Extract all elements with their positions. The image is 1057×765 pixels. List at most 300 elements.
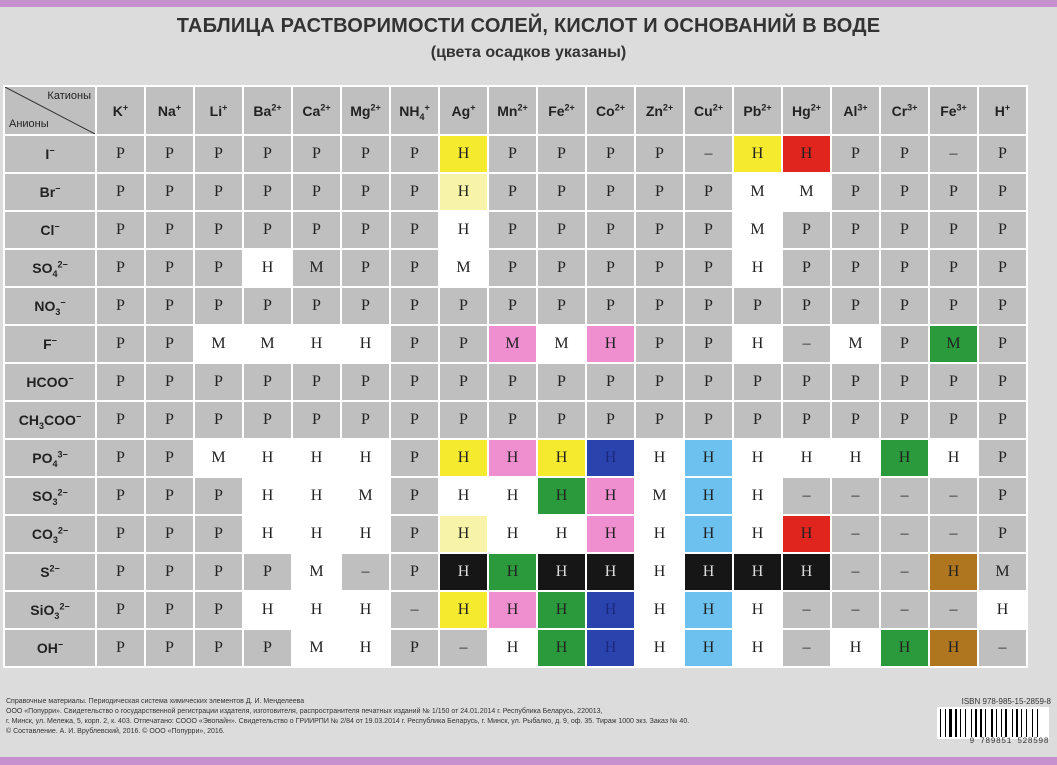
solubility-cell: Н xyxy=(635,515,684,553)
solubility-cell: – xyxy=(978,629,1027,667)
solubility-cell: М xyxy=(537,325,586,363)
solubility-cell: Р xyxy=(243,135,292,173)
solubility-cell: Р xyxy=(194,211,243,249)
anion-header xyxy=(4,135,96,173)
solubility-cell: Р xyxy=(292,135,341,173)
ion-symbol: Pb xyxy=(743,102,762,119)
solubility-cell: Н xyxy=(782,135,831,173)
solubility-cell: Н xyxy=(537,477,586,515)
solubility-cell: Р xyxy=(537,211,586,249)
solubility-cell: Н xyxy=(586,477,635,515)
barcode-bar xyxy=(942,709,944,737)
solubility-cell: Р xyxy=(488,249,537,287)
solubility-cell: Н xyxy=(586,515,635,553)
solubility-cell: – xyxy=(929,135,978,173)
solubility-cell: Р xyxy=(537,401,586,439)
solubility-cell: Р xyxy=(145,439,194,477)
solubility-cell: Р xyxy=(292,211,341,249)
ion-charge: − xyxy=(51,335,57,346)
barcode-bar xyxy=(987,709,990,737)
solubility-cell: – xyxy=(684,135,733,173)
anion-label xyxy=(31,525,69,545)
solubility-cell: Р xyxy=(341,363,390,401)
solubility-cell: Н xyxy=(439,515,488,553)
solubility-cell: Н xyxy=(684,629,733,667)
corner-cell xyxy=(4,86,96,135)
solubility-cell: Н xyxy=(635,591,684,629)
cation-label xyxy=(350,103,380,119)
barcode-bar xyxy=(973,709,974,737)
solubility-cell: Р xyxy=(684,173,733,211)
solubility-cell: Р xyxy=(880,135,929,173)
solubility-cell: М xyxy=(243,325,292,363)
solubility-cell: Р xyxy=(292,173,341,211)
solubility-cell: Р xyxy=(831,249,880,287)
solubility-cell: Р xyxy=(145,325,194,363)
ion-charge: 3+ xyxy=(956,101,967,112)
anion-header xyxy=(4,515,96,553)
ion-symbol: SO xyxy=(32,488,53,504)
barcode-bar xyxy=(965,709,966,737)
ion-charge: + xyxy=(222,101,228,112)
cation-header xyxy=(978,86,1027,135)
ion-charge: 2+ xyxy=(271,101,282,112)
solubility-cell: М xyxy=(292,249,341,287)
solubility-cell: Р xyxy=(488,401,537,439)
anion-label xyxy=(26,374,73,390)
solubility-cell: Р xyxy=(635,173,684,211)
ion-charge: − xyxy=(75,411,82,422)
ion-symbol: NH xyxy=(399,102,420,119)
solubility-cell: Р xyxy=(96,211,145,249)
solubility-cell: Н xyxy=(537,591,586,629)
cation-label xyxy=(158,103,181,119)
table-row xyxy=(4,477,1027,515)
solubility-cell: Р xyxy=(586,287,635,325)
cation-label xyxy=(892,103,918,119)
table-row xyxy=(4,629,1027,667)
anion-label xyxy=(37,640,63,656)
anion-label xyxy=(40,184,61,200)
barcode-bar xyxy=(1028,709,1031,737)
solubility-cell: Р xyxy=(684,211,733,249)
barcode-bar xyxy=(1034,709,1036,737)
ion-symbol: Ba xyxy=(253,102,272,119)
solubility-cell: Р xyxy=(537,173,586,211)
ion-charge: + xyxy=(1004,101,1011,112)
barcode-bar xyxy=(998,709,1000,737)
solubility-cell: Н xyxy=(733,629,782,667)
barcode-bar xyxy=(1026,709,1027,737)
cation-label xyxy=(253,103,281,119)
table-row xyxy=(4,363,1027,401)
solubility-cell: Н xyxy=(488,591,537,629)
solubility-cell: Н xyxy=(929,439,978,477)
ion-charge: − xyxy=(68,373,74,384)
solubility-cell: Р xyxy=(782,249,831,287)
cation-label xyxy=(210,103,228,119)
ion-symbol: Fe xyxy=(940,102,957,119)
solubility-cell: – xyxy=(831,591,880,629)
solubility-cell: Н xyxy=(635,553,684,591)
solubility-cell: Р xyxy=(488,173,537,211)
solubility-cell: Р xyxy=(390,135,439,173)
solubility-cell: Р xyxy=(96,477,145,515)
cation-header xyxy=(586,86,635,135)
barcode-bar xyxy=(940,709,941,737)
cation-header xyxy=(782,86,831,135)
solubility-cell: Н xyxy=(831,629,880,667)
ion-subscript: 3 xyxy=(52,496,58,507)
anion-label xyxy=(18,411,82,431)
solubility-cell: Р xyxy=(782,401,831,439)
solubility-cell: Р xyxy=(929,211,978,249)
solubility-cell: Н xyxy=(292,477,341,515)
barcode-bar xyxy=(994,709,995,737)
solubility-cell: Н xyxy=(586,629,635,667)
ion-subscript: 3 xyxy=(55,306,61,317)
anion-header xyxy=(4,287,96,325)
solubility-cell: Р xyxy=(684,363,733,401)
barcode-bar xyxy=(945,709,946,737)
anion-header xyxy=(4,173,96,211)
solubility-cell: Р xyxy=(733,287,782,325)
anion-label xyxy=(32,487,68,507)
solubility-cell: Р xyxy=(390,477,439,515)
solubility-cell: Р xyxy=(880,401,929,439)
anion-label xyxy=(45,146,54,162)
ion-charge: + xyxy=(122,101,129,112)
ion-charge: 3− xyxy=(57,449,68,460)
solubility-cell: Р xyxy=(880,325,929,363)
barcode-bar xyxy=(985,709,986,737)
solubility-cell: Р xyxy=(586,363,635,401)
solubility-cell: Р xyxy=(390,439,439,477)
barcode-bar xyxy=(980,709,982,737)
anion-label xyxy=(32,449,68,469)
page-title: ТАБЛИЦА РАСТВОРИМОСТИ СОЛЕЙ, КИСЛОТ И ОСНОВАНИЙ В ВОДЕ xyxy=(176,15,881,37)
ion-subscript: 4 xyxy=(52,458,58,469)
cation-label xyxy=(694,103,723,119)
solubility-cell: Р xyxy=(194,249,243,287)
solubility-cell: Н xyxy=(292,325,341,363)
ion-charge: − xyxy=(54,221,60,232)
solubility-cell: – xyxy=(782,629,831,667)
solubility-cell: Н xyxy=(488,477,537,515)
solubility-cell: Р xyxy=(684,325,733,363)
cation-header xyxy=(733,86,782,135)
cation-label xyxy=(497,103,527,119)
solubility-cell: Р xyxy=(145,173,194,211)
solubility-cell: М xyxy=(635,477,684,515)
table-row xyxy=(4,249,1027,287)
cation-label xyxy=(113,103,128,119)
solubility-cell: Р xyxy=(145,477,194,515)
ion-charge: 2+ xyxy=(564,101,575,112)
solubility-cell: Н xyxy=(292,591,341,629)
barcode-bar xyxy=(978,709,979,737)
ion-charge: 2− xyxy=(57,525,69,536)
solubility-cell: Н xyxy=(537,553,586,591)
solubility-cell: Р xyxy=(782,363,831,401)
solubility-cell: – xyxy=(880,515,929,553)
solubility-cell: Н xyxy=(586,439,635,477)
solubility-cell: Р xyxy=(390,249,439,287)
solubility-cell: – xyxy=(880,477,929,515)
solubility-cell: Р xyxy=(586,249,635,287)
anion-header xyxy=(4,553,96,591)
ion-charge: 2+ xyxy=(712,101,723,112)
solubility-cell: Н xyxy=(243,249,292,287)
solubility-cell: Р xyxy=(96,515,145,553)
solubility-cell: Р xyxy=(978,325,1027,363)
anion-header xyxy=(4,629,96,667)
solubility-cell: Р xyxy=(978,249,1027,287)
solubility-cell: Р xyxy=(586,135,635,173)
cation-label xyxy=(548,103,575,119)
solubility-cell: Н xyxy=(782,553,831,591)
ion-symbol: OH xyxy=(36,640,58,656)
ion-symbol: Co xyxy=(596,102,615,119)
solubility-cell: Н xyxy=(439,173,488,211)
barcode-bar xyxy=(1016,709,1018,737)
solubility-cell: Н xyxy=(243,439,292,477)
ion-symbol: Br xyxy=(39,184,56,200)
solubility-cell: Р xyxy=(341,401,390,439)
solubility-cell: Н xyxy=(684,553,733,591)
solubility-cell: М xyxy=(831,325,880,363)
solubility-cell: Р xyxy=(390,325,439,363)
solubility-cell: Р xyxy=(96,363,145,401)
solubility-cell: Р xyxy=(488,211,537,249)
solubility-cell: Р xyxy=(194,553,243,591)
solubility-cell: Н xyxy=(733,591,782,629)
solubility-cell: Р xyxy=(929,249,978,287)
solubility-sheet xyxy=(0,7,1057,757)
solubility-cell: Н xyxy=(439,477,488,515)
solubility-cell: Р xyxy=(684,401,733,439)
solubility-cell: М xyxy=(978,553,1027,591)
anion-label xyxy=(40,222,59,238)
solubility-cell: Р xyxy=(978,287,1027,325)
solubility-cell: Р xyxy=(831,173,880,211)
solubility-cell: Н xyxy=(341,515,390,553)
cation-header xyxy=(194,86,243,135)
solubility-cell: Р xyxy=(635,211,684,249)
barcode-bar xyxy=(1032,709,1033,737)
ion-symbol: Mn xyxy=(497,102,518,119)
solubility-cell: Н xyxy=(635,439,684,477)
solubility-cell: Н xyxy=(929,553,978,591)
solubility-cell: Р xyxy=(390,287,439,325)
solubility-cell: Р xyxy=(243,363,292,401)
cation-label xyxy=(743,103,771,119)
barcode-bar xyxy=(975,709,977,737)
solubility-cell: Н xyxy=(733,477,782,515)
solubility-cell: Р xyxy=(194,477,243,515)
solubility-cell: Н xyxy=(929,629,978,667)
barcode-bar xyxy=(962,709,964,737)
barcode-bar xyxy=(983,709,984,737)
cation-header-row xyxy=(4,86,1027,135)
solubility-cell: Р xyxy=(929,173,978,211)
solubility-cell: Р xyxy=(145,211,194,249)
ion-symbol: HCOO xyxy=(26,374,69,390)
solubility-cell: Н xyxy=(782,439,831,477)
barcode-bar xyxy=(967,709,970,737)
cation-label xyxy=(843,103,867,119)
solubility-cell: Н xyxy=(586,553,635,591)
solubility-cell: Н xyxy=(292,439,341,477)
solubility-cell: – xyxy=(782,591,831,629)
solubility-cell: Н xyxy=(684,477,733,515)
solubility-cell: Н xyxy=(782,515,831,553)
solubility-cell: – xyxy=(831,515,880,553)
solubility-cell: Р xyxy=(390,173,439,211)
ion-symbol: Al xyxy=(843,102,858,119)
ion-symbol: Ag xyxy=(451,102,471,119)
page-subtitle: (цвета осадков указаны) xyxy=(430,44,627,61)
solubility-cell: Р xyxy=(537,249,586,287)
solubility-cell: Р xyxy=(145,363,194,401)
solubility-cell: – xyxy=(390,591,439,629)
cation-header xyxy=(96,86,145,135)
solubility-cell: Н xyxy=(831,439,880,477)
solubility-cell: Р xyxy=(880,363,929,401)
solubility-cell: Р xyxy=(439,287,488,325)
cation-header xyxy=(292,86,341,135)
solubility-cell: – xyxy=(439,629,488,667)
solubility-cell: Р xyxy=(733,401,782,439)
ion-symbol: Cl xyxy=(40,222,55,238)
ion-charge: 2+ xyxy=(810,101,821,112)
solubility-cell: Р xyxy=(978,211,1027,249)
solubility-cell: Н xyxy=(733,439,782,477)
solubility-cell: Р xyxy=(831,135,880,173)
solubility-cell: Р xyxy=(292,401,341,439)
solubility-cell: Н xyxy=(341,629,390,667)
solubility-cell: Р xyxy=(145,629,194,667)
solubility-cell: – xyxy=(341,553,390,591)
table-row xyxy=(4,553,1027,591)
ion-symbol: K xyxy=(112,102,123,119)
solubility-cell: Н xyxy=(488,515,537,553)
solubility-cell: Р xyxy=(978,363,1027,401)
solubility-cell: Р xyxy=(880,173,929,211)
solubility-cell: Р xyxy=(194,629,243,667)
solubility-cell: Р xyxy=(243,553,292,591)
ion-charge: 2+ xyxy=(320,101,331,112)
solubility-cell: Р xyxy=(292,363,341,401)
cation-header xyxy=(831,86,880,135)
ion-symbol: Cu xyxy=(694,102,713,119)
solubility-cell: Р xyxy=(880,249,929,287)
barcode-bar xyxy=(1014,709,1015,737)
anion-label xyxy=(30,601,70,621)
solubility-cell: Р xyxy=(978,173,1027,211)
solubility-cell: Р xyxy=(194,173,243,211)
isbn-text: ISBN 978-985-15-2859-8 xyxy=(961,697,1051,706)
solubility-cell: Н xyxy=(439,553,488,591)
solubility-cell: Р xyxy=(929,363,978,401)
ion-charge: − xyxy=(60,297,66,308)
cation-label xyxy=(940,103,967,119)
solubility-cell: Н xyxy=(684,591,733,629)
anion-header xyxy=(4,591,96,629)
cation-label xyxy=(646,103,673,119)
ion-symbol: F xyxy=(43,336,52,352)
cation-header xyxy=(929,86,978,135)
solubility-cell: Н xyxy=(733,515,782,553)
solubility-cell: М xyxy=(292,553,341,591)
solubility-cell: Р xyxy=(145,249,194,287)
solubility-cell: Р xyxy=(194,401,243,439)
anion-label xyxy=(43,336,57,352)
solubility-cell: Р xyxy=(635,325,684,363)
solubility-cell: Р xyxy=(96,325,145,363)
anion-label xyxy=(40,564,60,580)
barcode-bar xyxy=(996,709,997,737)
barcode-bar xyxy=(1023,709,1025,737)
anion-label xyxy=(34,297,66,317)
solubility-cell: Р xyxy=(537,135,586,173)
anion-header xyxy=(4,401,96,439)
solubility-cell: М xyxy=(341,477,390,515)
cation-label xyxy=(302,103,330,119)
solubility-cell: Р xyxy=(96,249,145,287)
solubility-cell: Р xyxy=(96,287,145,325)
solubility-cell: Р xyxy=(831,401,880,439)
solubility-cell: Р xyxy=(243,173,292,211)
barcode-bar xyxy=(1012,709,1013,737)
solubility-cell: Р xyxy=(194,515,243,553)
cation-header xyxy=(243,86,292,135)
solubility-cell: Р xyxy=(978,135,1027,173)
solubility-cell: Р xyxy=(537,287,586,325)
ion-charge: − xyxy=(49,145,55,156)
ion-symbol: Mg xyxy=(350,102,371,119)
barcode-bar xyxy=(1003,709,1004,737)
anion-header xyxy=(4,325,96,363)
cation-header xyxy=(145,86,194,135)
solubility-cell: Р xyxy=(390,211,439,249)
solubility-cell: Н xyxy=(880,629,929,667)
solubility-cell: Р xyxy=(194,135,243,173)
ion-symbol: I xyxy=(45,146,50,162)
solubility-cell: Р xyxy=(145,401,194,439)
barcode-bar xyxy=(1039,709,1040,737)
cation-header xyxy=(684,86,733,135)
barcode-bar xyxy=(960,709,961,737)
solubility-cell: Н xyxy=(488,553,537,591)
solubility-cell: Н xyxy=(733,135,782,173)
ion-charge: 2− xyxy=(57,259,68,270)
solubility-cell: Н xyxy=(439,439,488,477)
solubility-cell: Р xyxy=(929,401,978,439)
solubility-cell: Р xyxy=(439,325,488,363)
ion-charge: 2+ xyxy=(614,101,625,112)
solubility-cell: Р xyxy=(586,211,635,249)
solubility-cell: Р xyxy=(243,287,292,325)
anion-header xyxy=(4,363,96,401)
solubility-cell: Р xyxy=(880,287,929,325)
cation-header xyxy=(488,86,537,135)
solubility-cell: Р xyxy=(96,591,145,629)
solubility-cell: Р xyxy=(145,287,194,325)
solubility-cell: – xyxy=(929,515,978,553)
solubility-cell: Н xyxy=(586,591,635,629)
cation-label xyxy=(995,103,1010,119)
